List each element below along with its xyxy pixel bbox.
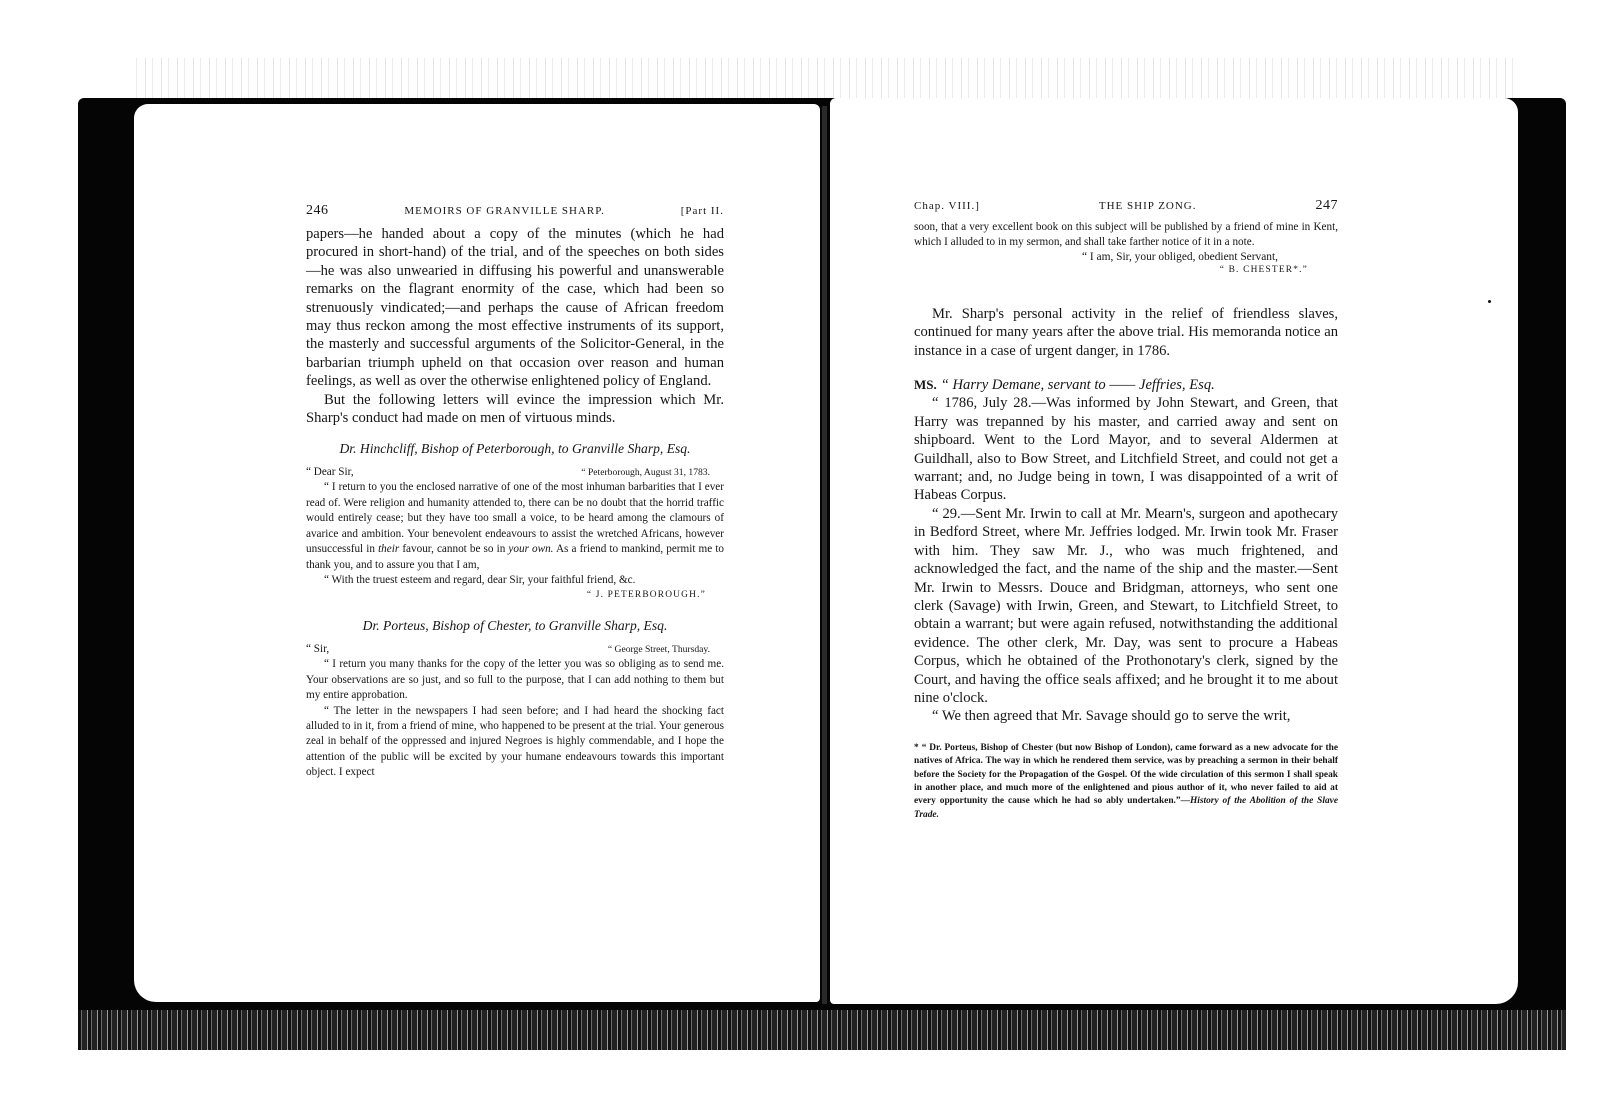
letter1-paragraph — [306, 480, 724, 572]
footnote — [914, 742, 1338, 822]
right-running-head — [914, 198, 1338, 214]
letter1-their: their — [378, 543, 400, 556]
letter2-closing: “ I am, Sir, your obliged, obedient Servant, — [1082, 250, 1278, 263]
footnote-text: “ Dr. Porteus, Bishop of Chester (but now Bishop of London), came forward as a new advocate for the natives of Africa. The way in which he rendered them service, was by preaching a sermon in their behalf before the Society for the Propagation of the Gospel. Of the wide circulation of this sermon I shall speak in another place, and much more of the enlightened and pious author of it, who never failed to aid at every opportunity the cause which he had so ably undertaken.”— — [914, 742, 1338, 807]
scan-speck — [1488, 300, 1491, 303]
letter1-text-b: favour, cannot be so in — [399, 543, 509, 556]
footnote-source: History of the Abolition of the Slave Trade. — [914, 796, 1338, 820]
left-part-label: [Part II. — [680, 205, 724, 217]
book-gutter — [822, 106, 827, 1004]
right-chapter-label: Chap. VIII.] — [914, 200, 980, 212]
ms-heading: “ Harry Demane, servant to —— Jeffries, Esq. — [940, 377, 1215, 394]
left-page-number: 246 — [306, 203, 329, 218]
diary-entry-july-28: “ 1786, July 28.—Was informed by John Stewart, and Green, that Harry was trepanned by his master, and carried away and sent on shipboard. Went to the Lord Mayor, and to several Aldermen at Guildhall, also to Bow Street, and Litchfield Street, and could not get a warrant; and, no Judge being in town, I was disappointed of a writ of Habeas Corpus. — [914, 395, 1338, 504]
left-body-text — [306, 225, 724, 427]
letter2-paragraph-2: “ The letter in the newspapers I had seen before; and I had heard the shocking fact alluded to in it, from a friend of mine, who happened to be present at the trial. Your generous zeal in behalf of the oppressed and injured Negroes is highly commendable, and I hope the attention of the public will be excited by your humane endeavours towards this important object. I expect — [306, 704, 724, 779]
letter1-salutation: “ Dear Sir, — [306, 466, 354, 479]
diary-entry-continued: “ We then agreed that Mr. Savage should go to serve the writ, — [932, 708, 1291, 725]
opening-paragraph: papers—he handed about a copy of the minutes (which he had procured in short-hand) of the trial, and of the speeches on both sides—he was also unwearied in diffusing his powerful and unanswerable remarks on the flagrant enormity of the case, which had been so strenuously vindicated;—and perhaps the cause of African freedom may thus reckon among the most effective instruments of its support, the masterly and successful arguments of the Solicitor-General, in the barbarian triumph upheld on that occasion over reason and human feelings, as well as over the otherwise enlightened policy of England. — [306, 226, 724, 390]
right-running-title: THE SHIP ZONG. — [1098, 200, 1197, 212]
letter2-salutation-row — [306, 642, 724, 657]
letter1-your-own: your own. — [508, 543, 554, 556]
letter2-heading: Dr. Porteus, Bishop of Chester, to Granville Sharp, Esq. — [362, 618, 668, 634]
letter2-body — [306, 657, 724, 780]
second-paragraph: But the following letters will evince the impression which Mr. Sharp's conduct had made on men of virtuous minds. — [306, 391, 724, 427]
letter1-signature: “ J. PETERBOROUGH.” — [586, 590, 706, 601]
ms-heading-line — [914, 376, 1338, 394]
letter2-place-date: “ George Street, Thursday. — [607, 644, 710, 656]
letter2-paragraph-1: “ I return you many thanks for the copy of the letter you was so obliging as to send me. Your observations are so just, and so full to the purpose, that I can add nothing to them but my entire approbation. — [306, 658, 724, 702]
letter1-heading: Dr. Hinchcliff, Bishop of Peterborough, to Granville Sharp, Esq. — [339, 441, 691, 457]
letter1-body — [306, 480, 724, 588]
left-running-title: MEMOIRS OF GRANVILLE SHARP. — [404, 205, 605, 217]
letter1-text-c: As a friend to mankind, permit me to thank you, and to assure you that I am, — [306, 543, 725, 571]
letter1-closing: “ With the truest esteem and regard, dear Sir, your faithful friend, &c. — [324, 573, 636, 586]
footnote-marker: * — [914, 742, 919, 753]
letter2-continuation-text: soon, that a very excellent book on this subject will be published by a friend of mine in Kent, which I alluded to in my sermon, and shall take farther notice of it in a note. — [914, 221, 1338, 249]
left-running-head — [306, 203, 724, 219]
right-page-content — [914, 198, 1338, 822]
letter1-text-a: “ I return to you the enclosed narrative of one of the most inhuman barbarities that I ever read of. Were religion and humanity attended to, there can be no doubt that the horrid traffic would entirely cease; but they have too small a voice, to be heard among the clamours of avarice and ambition. Your benevolent endeavours to assist the wretched Africans, however unsuccessful in — [306, 481, 724, 556]
letter2-continuation — [914, 220, 1338, 251]
letter1-place-date: “ Peterborough, August 31, 1783. — [581, 467, 710, 479]
letter1-salutation-row — [306, 465, 724, 480]
right-body-text — [914, 305, 1338, 726]
left-page-content — [306, 203, 724, 781]
ms-mark: MS. — [914, 377, 937, 393]
letter2-salutation: “ Sir, — [306, 643, 330, 656]
activity-paragraph: Mr. Sharp's personal activity in the relief of friendless slaves, continued for many years after the above trial. His memoranda notice an instance in a case of urgent danger, in 1786. — [914, 305, 1338, 359]
diary-entry-29: “ 29.—Sent Mr. Irwin to call at Mr. Mearn's, surgeon and apothecary in Bedford Street, where Mr. Jeffries lodged. Mr. Irwin took Mr. Fraser with him. They saw Mr. J., who was much frightened, and acknowledged the fact, and the name of the ship and the master.—Sent Mr. Irwin to Messrs. Douce and Bridgman, attorneys, who sent one clerk (Savage) with Irwin, Green, and Stewart, to Litchfield Street, to obtain a warrant; but were again refused, notwithstanding the additional evidence. The other clerk, Mr. Day, was sent to procure a Habeas Corpus, which he obtained of the Prothonotary's clerk, signed by the Court, and having the office seals affixed; and he brought it to me about nine o'clock. — [914, 505, 1338, 706]
letter2-signature: “ B. CHESTER*.” — [1219, 264, 1308, 275]
right-page-number: 247 — [1315, 198, 1338, 213]
